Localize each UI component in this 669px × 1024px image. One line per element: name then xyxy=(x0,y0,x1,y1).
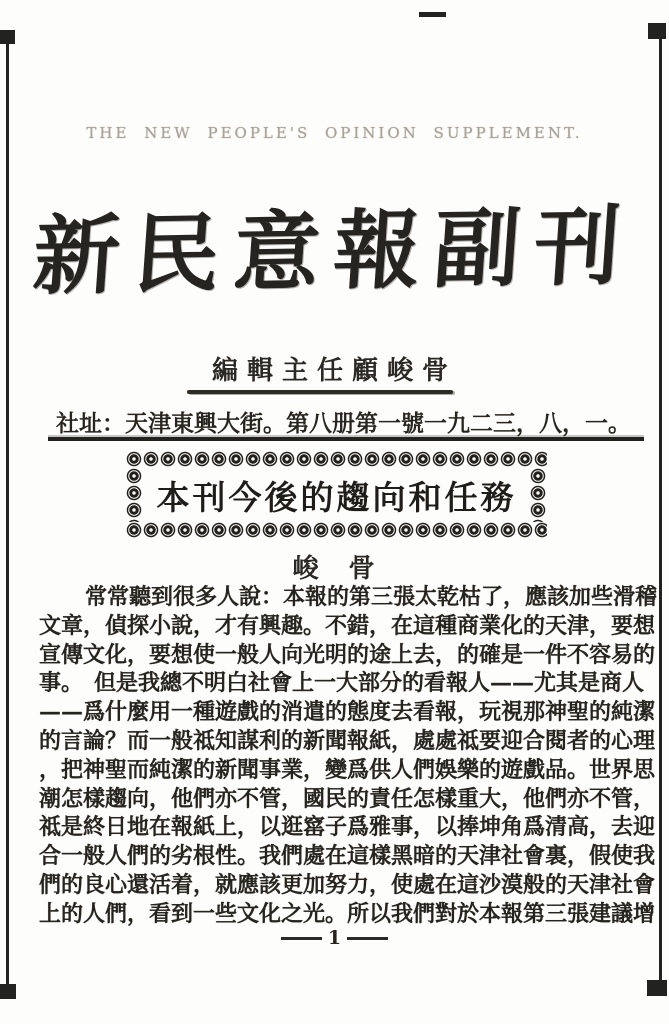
article-body xyxy=(39,583,658,929)
page-number: 1 xyxy=(327,927,342,949)
scan-artifact-top-right xyxy=(648,23,666,39)
editor-credit-line: 編輯主任顧峻骨 xyxy=(211,356,457,386)
scan-artifact-bottom-right xyxy=(647,980,667,996)
body-line: 們的良心還活着，就應該更加努力，使處在這沙漠般的天津社會 xyxy=(39,871,656,898)
masthead-divider-rule xyxy=(48,437,644,441)
issue-date: 一九二三，八，一。 xyxy=(424,410,631,437)
ornament-border-top xyxy=(126,451,547,468)
page-number-footer xyxy=(0,929,669,948)
footer-dash-right xyxy=(347,937,388,940)
footer-dash-left xyxy=(281,937,322,940)
article-title-box xyxy=(126,451,547,539)
ornament-border-right xyxy=(530,468,547,522)
body-line: ——爲什麼用一種遊戲的消遣的態度去看報，玩視那神聖的純潔 xyxy=(39,699,656,726)
article-title: 本刊今後的趨向和任務 xyxy=(156,477,517,517)
body-line: 事。 但是我總不明白社會上一大部分的看報人——尤其是商人 xyxy=(39,670,645,697)
body-line: 祗是終日地在報紙上，以逛窰子爲雅事，以捧坤角爲清高，去迎 xyxy=(39,814,656,841)
scan-artifact-left-edge xyxy=(6,42,9,990)
body-line: ，把神聖而純潔的新聞事業，變爲供人們娛樂的遊戲品。世界思 xyxy=(39,756,656,783)
body-line: 的言論？而一般祗知謀利的新聞報紙，處處祗要迎合閱者的心理 xyxy=(39,727,656,754)
body-line: 常常聽到很多人說：本報的第三張太乾枯了，應該加些滑稽 xyxy=(85,584,658,610)
body-line: 合一般人們的劣根性。我們處在這樣黑暗的天津社會裏，假使我 xyxy=(39,843,656,870)
scan-artifact-top-dash xyxy=(419,12,446,17)
body-line: 宣傳文化，要想使一般人向光明的途上去，的確是一件不容易的 xyxy=(39,641,656,668)
editor-underline-rule xyxy=(187,390,453,394)
publisher-address: 社址：天津東興大街。 xyxy=(56,410,286,437)
ornament-border-left xyxy=(126,468,143,522)
author-byline: 峻 骨 xyxy=(292,554,377,584)
body-line: 上的人們，看到一些文化之光。所以我們對於本報第三張建議增 xyxy=(39,900,656,927)
english-header: THE NEW PEOPLE'S OPINION SUPPLEMENT. xyxy=(86,124,583,142)
body-line: 文章，偵探小說，才有興趣。不錯，在這種商業化的天津，要想 xyxy=(39,612,656,639)
issue-number: 第八册第一號 xyxy=(286,410,424,437)
scan-artifact-bottom-left xyxy=(0,984,16,999)
body-line: 潮怎樣趨向，他們亦不管，國民的責任怎樣重大，他們亦不管， xyxy=(39,785,656,812)
publication-info-line xyxy=(56,405,631,438)
masthead-calligraphy-title: 新民意報副刊 xyxy=(30,195,638,308)
ornament-border-bottom xyxy=(126,522,547,539)
